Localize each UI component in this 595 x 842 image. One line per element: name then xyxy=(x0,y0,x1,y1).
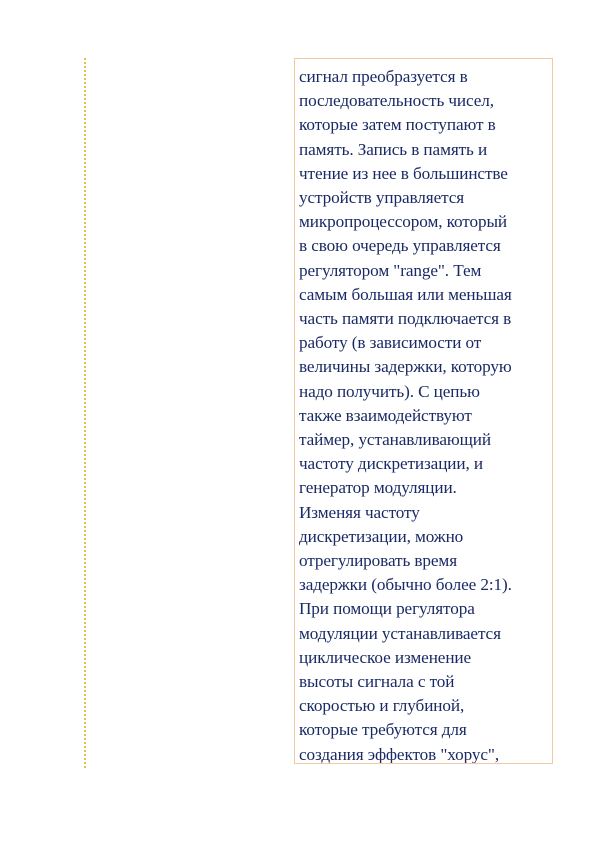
text-frame xyxy=(294,58,553,764)
body-paragraph: сигнал преобразуется в последовательность чисел, которые затем поступают в память. Запись в память и чтение из нее в большинстве устройств управляется микропроцессором, который в свою очередь управляется регулятором "range". Тем самым большая или меньшая часть памяти подключается в работу (в зависимости от величины задержки, которую надо получить). С цепью также взаимодействуют таймер, устанавливающий частоту дискретизации, и генератор модуляции. Изменяя частоту дискретизации, можно отрегулировать время задержки (обычно более 2:1). При помощи регулятора модуляции устанавливается циклическое изменение высоты сигнала с той скоростью и глубиной, которые требуются для создания эффектов "хорус", xyxy=(299,67,512,764)
dotted-vertical-rule xyxy=(84,58,86,768)
